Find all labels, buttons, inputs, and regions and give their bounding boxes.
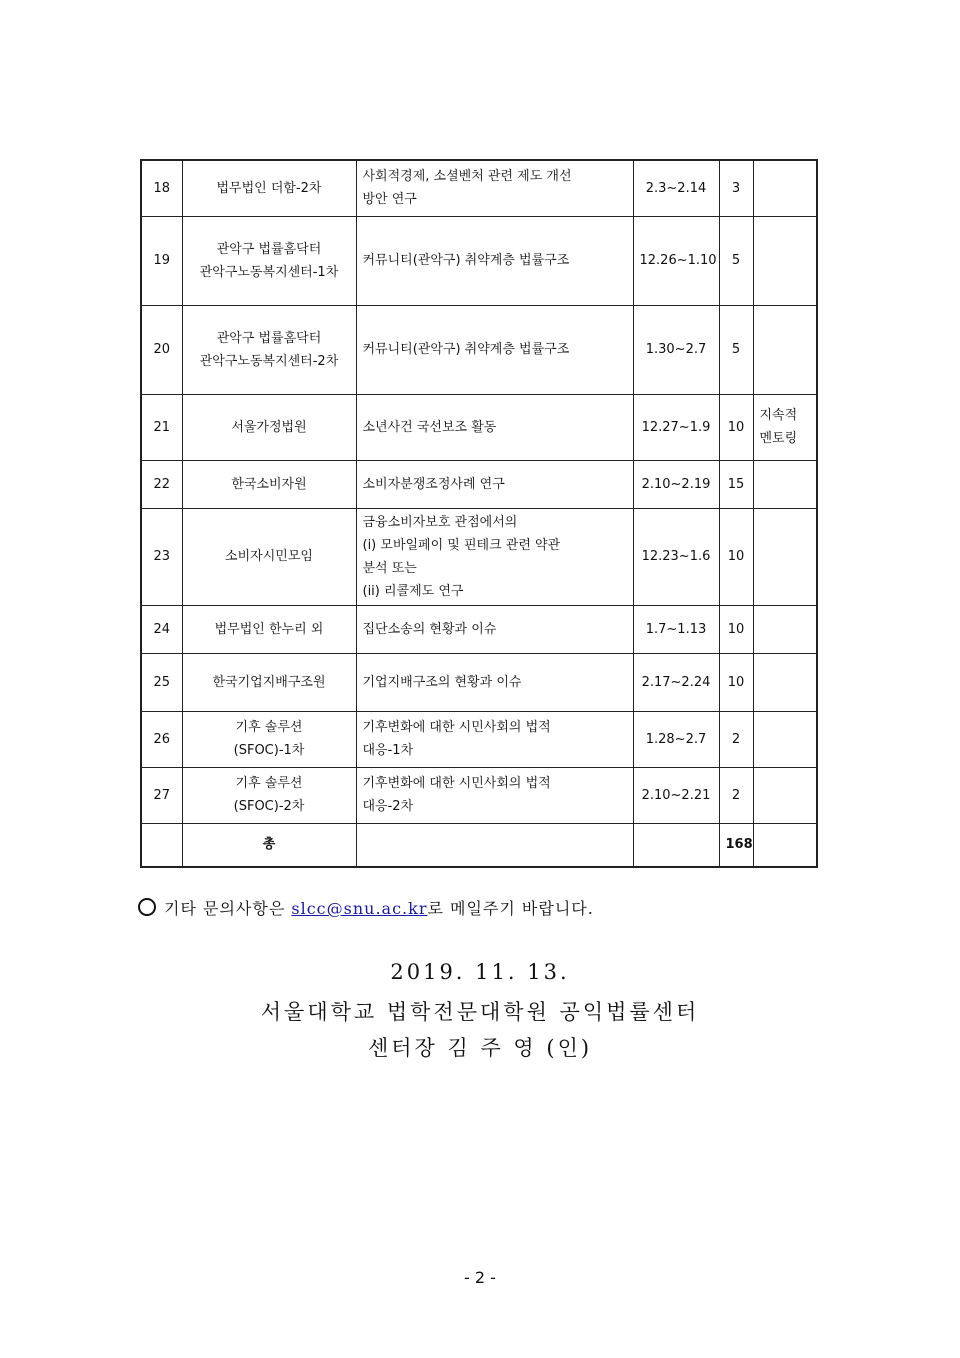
row-number: 21 — [141, 394, 182, 460]
period-cell: 1.7~1.13 — [633, 605, 719, 653]
row-number: 22 — [141, 460, 182, 508]
note-cell — [753, 711, 817, 767]
period-cell: 12.27~1.9 — [633, 394, 719, 460]
count-cell: 10 — [719, 394, 753, 460]
issuing-organization: 서울대학교 법학전문대학원 공익법률센터 — [260, 1000, 700, 1024]
table-row — [141, 305, 817, 394]
table-row — [141, 394, 817, 460]
total-label: 총 — [182, 823, 356, 867]
table-row — [141, 653, 817, 711]
row-number: 19 — [141, 216, 182, 305]
count-cell: 3 — [719, 160, 753, 216]
period-cell: 2.17~2.24 — [633, 653, 719, 711]
topic-cell — [356, 711, 633, 767]
note-cell — [753, 160, 817, 216]
organization-cell — [182, 653, 356, 711]
count-cell: 10 — [719, 508, 753, 605]
count-cell: 2 — [719, 767, 753, 823]
organization-line: 기후 솔루션 — [235, 776, 303, 791]
topic-line: 집단소송의 현황과 이슈 — [362, 621, 497, 637]
table-row — [141, 605, 817, 653]
period-cell: 2.3~2.14 — [633, 160, 719, 216]
count-cell: 15 — [719, 460, 753, 508]
total-row — [141, 823, 817, 867]
organization-cell — [182, 394, 356, 460]
total-blank-cell — [356, 823, 633, 867]
topic-line: 기업지배구조의 현황과 이슈 — [362, 674, 522, 690]
table-row — [141, 460, 817, 508]
organization-line: 기후 솔루션 — [235, 720, 303, 735]
topic-line: (ii) 리콜제도 연구 — [362, 583, 464, 599]
period-cell: 1.28~2.7 — [633, 711, 719, 767]
topic-line: (i) 모바일페이 및 핀테크 관련 약관 — [362, 537, 561, 553]
note-cell — [753, 605, 817, 653]
topic-line: 소년사건 국선보조 활동 — [362, 419, 497, 435]
note-line: 멘토링 — [759, 431, 798, 446]
organization-cell — [182, 711, 356, 767]
topic-line: 기후변화에 대한 시민사회의 법적 — [362, 720, 551, 735]
organization-line: 관악구노동복지센터-2차 — [199, 353, 339, 369]
organization-cell — [182, 216, 356, 305]
period-cell: 12.26~1.10 — [633, 216, 719, 305]
count-cell: 5 — [719, 216, 753, 305]
topic-line: 방안 연구 — [362, 192, 417, 208]
topic-cell — [356, 460, 633, 508]
topic-line: 커뮤니티(관악구) 취약계층 법률구조 — [362, 253, 570, 268]
program-table — [140, 159, 818, 868]
circle-bullet-icon — [138, 898, 156, 916]
note-line: 지속적 — [759, 408, 798, 423]
inquiry-prefix: 기타 문의사항은 — [164, 899, 286, 918]
total-blank-cell — [141, 823, 182, 867]
row-number: 24 — [141, 605, 182, 653]
organization-line: 관악구노동복지센터-1차 — [199, 264, 339, 280]
table-row — [141, 508, 817, 605]
organization-cell — [182, 508, 356, 605]
note-cell — [753, 305, 817, 394]
organization-cell — [182, 460, 356, 508]
note-cell — [753, 216, 817, 305]
row-number: 26 — [141, 711, 182, 767]
organization-cell — [182, 160, 356, 216]
inquiry-line — [138, 896, 594, 919]
note-cell — [753, 394, 817, 460]
organization-line: 관악구 법률홈닥터 — [216, 241, 322, 257]
email-link[interactable]: slcc@snu.ac.kr — [291, 899, 428, 918]
topic-line: 대응-2차 — [362, 799, 414, 814]
period-cell: 12.23~1.6 — [633, 508, 719, 605]
period-cell: 1.30~2.7 — [633, 305, 719, 394]
organization-cell — [182, 305, 356, 394]
table-row — [141, 711, 817, 767]
topic-line: 분석 또는 — [362, 560, 417, 576]
row-number: 18 — [141, 160, 182, 216]
topic-cell — [356, 767, 633, 823]
organization-line: 소비자시민모임 — [225, 549, 313, 564]
count-cell: 2 — [719, 711, 753, 767]
period-cell: 2.10~2.19 — [633, 460, 719, 508]
topic-cell — [356, 508, 633, 605]
topic-cell — [356, 216, 633, 305]
row-number: 27 — [141, 767, 182, 823]
table-row — [141, 216, 817, 305]
organization-line: 한국소비자원 — [231, 476, 307, 492]
period-cell: 2.10~2.21 — [633, 767, 719, 823]
table-row — [141, 160, 817, 216]
organization-line: 관악구 법률홈닥터 — [216, 330, 322, 346]
count-cell: 10 — [719, 605, 753, 653]
note-cell — [753, 653, 817, 711]
note-cell — [753, 460, 817, 508]
topic-line: 기후변화에 대한 시민사회의 법적 — [362, 776, 551, 791]
topic-cell — [356, 394, 633, 460]
organization-line: (SFOC)-2차 — [233, 799, 305, 814]
organization-cell — [182, 767, 356, 823]
topic-line: 금융소비자보호 관점에서의 — [362, 514, 518, 530]
signer-line: 센터장 김 주 영 (인) — [367, 1036, 593, 1060]
total-blank-cell — [753, 823, 817, 867]
total-blank-cell — [633, 823, 719, 867]
topic-cell — [356, 160, 633, 216]
organization-line: (SFOC)-1차 — [233, 743, 305, 758]
topic-line: 대응-1차 — [362, 743, 414, 758]
topic-cell — [356, 653, 633, 711]
inquiry-suffix: 로 메일주기 바랍니다. — [427, 899, 594, 918]
total-count: 168 — [719, 823, 753, 867]
topic-line: 소비자분쟁조정사례 연구 — [362, 476, 505, 492]
issue-date: 2019. 11. 13. — [390, 960, 570, 984]
organization-line: 서울가정법원 — [231, 419, 307, 435]
organization-line: 한국기업지배구조원 — [212, 674, 326, 690]
count-cell: 10 — [719, 653, 753, 711]
organization-cell — [182, 605, 356, 653]
topic-line: 사회적경제, 소셜벤처 관련 제도 개선 — [362, 169, 572, 185]
row-number: 20 — [141, 305, 182, 394]
table-row — [141, 767, 817, 823]
table-body — [141, 160, 817, 867]
note-cell — [753, 767, 817, 823]
row-number: 25 — [141, 653, 182, 711]
page-number: - 2 - — [464, 1268, 496, 1287]
row-number: 23 — [141, 508, 182, 605]
topic-cell — [356, 305, 633, 394]
topic-line: 커뮤니티(관악구) 취약계층 법률구조 — [362, 342, 570, 357]
count-cell: 5 — [719, 305, 753, 394]
topic-cell — [356, 605, 633, 653]
note-cell — [753, 508, 817, 605]
organization-line: 법무법인 한누리 외 — [214, 621, 324, 637]
organization-line: 법무법인 더함-2차 — [216, 180, 322, 196]
